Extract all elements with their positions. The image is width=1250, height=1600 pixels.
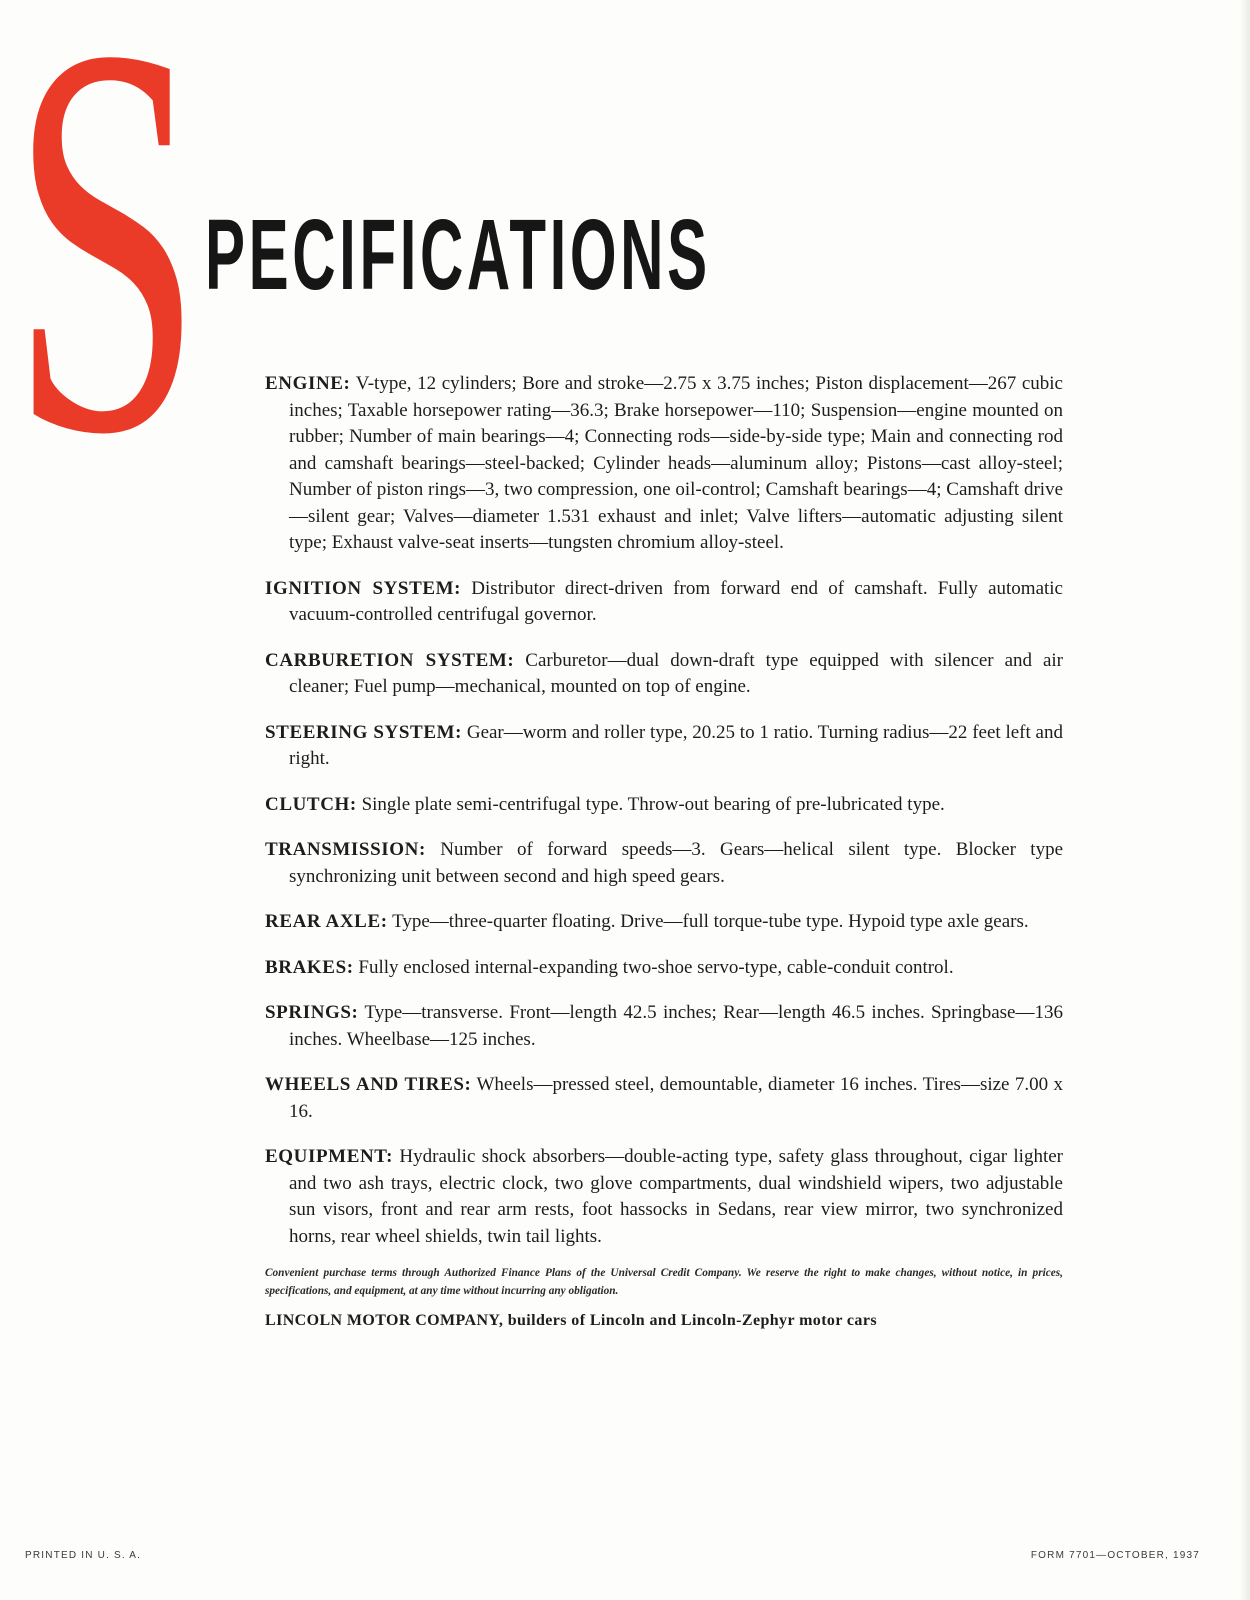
spec-label: STEERING SYSTEM:: [265, 721, 463, 743]
spec-text: Number of forward speeds—3. Gears—helical silent type. Blocker type synchronizing unit between second and high speed gears.: [289, 839, 1064, 887]
spec-text: Gear—worm and roller type, 20.25 to 1 ratio. Turning radius—22 feet left and right.: [289, 721, 1063, 769]
spec-label: SPRINGS:: [265, 1002, 359, 1023]
specifications-list: [265, 352, 1063, 1330]
spec-steering-system: [265, 720, 1063, 773]
spec-springs: [265, 1000, 1063, 1053]
company-line: LINCOLN MOTOR COMPANY, builders of Lincoln and Lincoln-Zephyr motor cars: [265, 1312, 877, 1329]
spec-text: Type—three-quarter floating. Drive—full torque-tube type. Hypoid type axle gears.: [392, 911, 1029, 932]
spec-text: Fully enclosed internal-expanding two-shoe servo-type, cable-conduit control.: [358, 956, 954, 978]
spec-text: Carburetor—dual down-draft type equipped with silencer and air cleaner; Fuel pump—mechanical, mounted on top of engine.: [289, 649, 1063, 697]
spec-label: EQUIPMENT:: [265, 1146, 394, 1167]
form-number-footer: FORM 7701—OCTOBER, 1937: [1030, 1550, 1200, 1561]
spec-label: BRAKES:: [265, 956, 354, 978]
page-edge: [1240, 0, 1250, 1600]
spec-text: V-type, 12 cylinders; Bore and stroke—2.75 x 3.75 inches; Piston displacement—267 cubic inches; Taxable horsepower rating—36.3; Brake horsepower—110; Suspension—engine mounted on rubber; Number of main bearings—4; Connecting rods—side-by-side type; Main and connecting rod and camshaft bearings—steel-backed; Cylinder heads—aluminum alloy; Pistons—cast alloy-steel; Number of piston rings—3, two compression, one oil-control; Camshaft bearings—4; Camshaft drive—silent gear; Valves—diameter 1.531 exhaust and inlet; Valve lifters—automatic adjusting silent type; Exhaust valve-seat inserts—tungsten chromium alloy-steel.: [289, 373, 1063, 553]
spec-label: TRANSMISSION:: [265, 839, 426, 860]
spec-text: Hydraulic shock absorbers—double-acting type, safety glass throughout, cigar lighter and two ash trays, electric clock, two glove compartments, dual windshield wipers, two adjustable sun visors, front and rear arm rests, foot hassocks in Sedans, rear view mirror, two synchronized horns, rear wheel shields, twin tail lights.: [289, 1146, 1063, 1247]
page-title: PECIFICATIONS: [205, 199, 711, 311]
spec-engine: [265, 371, 1063, 557]
spec-label: IGNITION SYSTEM:: [265, 577, 462, 599]
spec-carburetion-system: [265, 648, 1063, 701]
spec-label: REAR AXLE:: [265, 911, 388, 932]
spec-equipment: [265, 1144, 1063, 1250]
spec-rear-axle: [265, 909, 1063, 936]
spec-text: Type—transverse. Front—length 42.5 inches; Rear—length 46.5 inches. Springbase—136 inches. Wheelbase—125 inches.: [289, 1002, 1063, 1050]
spec-ignition-system: [265, 576, 1063, 629]
drop-cap-s: S: [10, 0, 204, 550]
spec-label: CLUTCH:: [265, 793, 357, 815]
spec-label: WHEELS AND TIRES:: [265, 1074, 472, 1095]
spec-text: Distributor direct-driven from forward end of camshaft. Fully automatic vacuum-controlled centrifugal governor.: [289, 577, 1063, 625]
spec-brakes: [265, 955, 1063, 982]
spec-transmission: [265, 837, 1063, 890]
spec-wheels-and-tires: [265, 1072, 1063, 1125]
spec-label: ENGINE:: [265, 373, 351, 394]
spec-clutch: [265, 792, 1063, 819]
spec-text: Single plate semi-centrifugal type. Throw-out bearing of pre-lubricated type.: [361, 793, 945, 815]
spec-label: CARBURETION SYSTEM:: [265, 649, 515, 671]
printed-in-footer: PRINTED IN U. S. A.: [25, 1550, 142, 1561]
finance-disclaimer: Convenient purchase terms through Authorized Finance Plans of the Universal Credit Company. We reserve the right to make changes, without notice, in prices, specifications, and equipment, at any time without incurring any obligation.: [265, 1267, 1063, 1297]
spec-text: Wheels—pressed steel, demountable, diameter 16 inches. Tires—size 7.00 x 16.: [289, 1074, 1063, 1122]
